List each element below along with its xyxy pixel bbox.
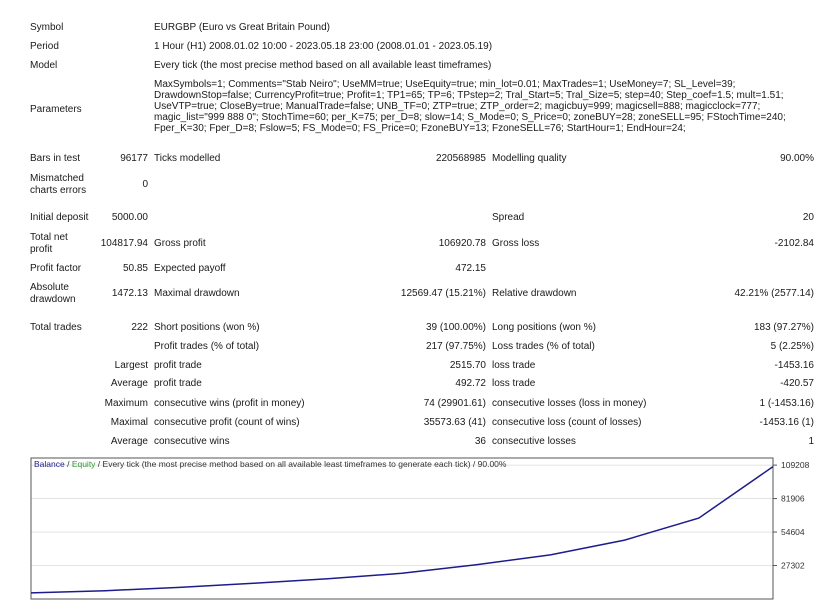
loss-trades-label: Loss trades (% of total): [492, 341, 595, 352]
largest-prefix: Largest: [114, 360, 148, 371]
max-consecutive-wins-value: 74 (29901.61): [423, 398, 486, 409]
absolute-drawdown-label-1: Absolute: [30, 282, 69, 293]
period-value: 1 Hour (H1) 2008.01.02 10:00 - 2023.05.18 23:00 (2008.01.01 - 2023.05.19): [154, 41, 493, 52]
average-loss-value: -420.57: [780, 378, 814, 389]
maximal-drawdown-label: Maximal drawdown: [154, 288, 240, 299]
average-consecutive-prefix: Average: [110, 436, 148, 447]
y-tick-label: 81906: [781, 493, 805, 504]
relative-drawdown-value: 42.21% (2577.14): [734, 288, 814, 299]
bars-label: Bars in test: [30, 153, 81, 164]
mismatch-label-2: charts errors: [30, 185, 87, 196]
model-label: Model: [30, 60, 58, 71]
deposit-label: Initial deposit: [30, 212, 89, 223]
spread-label: Spread: [492, 212, 525, 223]
model-value: Every tick (the most precise method based on all available least timeframes): [154, 60, 492, 71]
legend-equity: Equity: [71, 459, 96, 469]
max-consecutive-wins-label: consecutive wins (profit in money): [154, 398, 305, 409]
net-profit-value: 104817.94: [100, 238, 148, 249]
bars-value: 96177: [120, 153, 148, 164]
largest-loss-value: -1453.16: [774, 360, 814, 371]
expected-payoff-label: Expected payoff: [154, 263, 226, 274]
short-positions-label: Short positions (won %): [154, 322, 260, 333]
largest-profit-label: profit trade: [154, 360, 202, 371]
period-label: Period: [30, 41, 59, 52]
deposit-value: 5000.00: [111, 212, 148, 223]
expected-payoff-value: 472.15: [455, 263, 486, 274]
gross-loss-value: -2102.84: [774, 238, 814, 249]
gross-profit-value: 106920.78: [438, 238, 486, 249]
symbol-value: EURGBP (Euro vs Great Britain Pound): [154, 22, 330, 33]
absolute-drawdown-value: 1472.13: [111, 288, 148, 299]
quality-label: Modelling quality: [492, 153, 567, 164]
symbol-label: Symbol: [30, 22, 64, 33]
maximal-consecutive-profit-label: consecutive profit (count of wins): [154, 417, 300, 428]
y-tick-label: 27302: [781, 560, 805, 571]
profit-trades-label: Profit trades (% of total): [154, 341, 260, 352]
mismatch-label-1: Mismatched: [30, 173, 84, 184]
average-consecutive-losses-label: consecutive losses: [492, 436, 576, 447]
net-profit-label-1: Total net: [30, 232, 68, 243]
average-consecutive-wins-label: consecutive wins: [154, 436, 230, 447]
spread-value: 20: [802, 212, 814, 223]
max-consecutive-losses-label: consecutive losses (loss in money): [492, 398, 647, 409]
average-consecutive-wins-value: 36: [474, 436, 486, 447]
net-profit-label-2: profit: [30, 244, 53, 255]
short-positions-value: 39 (100.00%): [425, 322, 486, 333]
maximum-prefix: Maximum: [104, 398, 148, 409]
ticks-label: Ticks modelled: [154, 153, 221, 164]
profit-factor-label: Profit factor: [30, 263, 82, 274]
profit-factor-value: 50.85: [122, 263, 148, 274]
max-consecutive-losses-value: 1 (-1453.16): [759, 398, 814, 409]
balance-chart: [30, 457, 836, 600]
parameters-label: Parameters: [30, 104, 82, 115]
y-tick-label: 54604: [781, 527, 805, 538]
loss-trades-value: 5 (2.25%): [770, 341, 814, 352]
quality-value: 90.00%: [780, 153, 814, 164]
total-trades-label: Total trades: [30, 322, 82, 333]
legend-description: / Every tick (the most precise method based on all available least timeframes to generate each tick) / 90.00%: [95, 459, 507, 469]
chart-legend: [34, 459, 507, 469]
average-profit-value: 492.72: [455, 378, 486, 389]
maximal-consecutive-loss-label: consecutive loss (count of losses): [492, 417, 642, 428]
relative-drawdown-label: Relative drawdown: [492, 288, 577, 299]
gross-profit-label: Gross profit: [154, 238, 206, 249]
maximal-prefix: Maximal: [110, 417, 148, 428]
maximal-consecutive-profit-value: 35573.63 (41): [423, 417, 486, 428]
y-tick-label: 109208: [781, 460, 810, 471]
average-profit-label: profit trade: [154, 378, 202, 389]
ticks-value: 220568985: [435, 153, 486, 164]
average-prefix: Average: [110, 378, 148, 389]
gross-loss-label: Gross loss: [492, 238, 540, 249]
mismatch-value: 0: [142, 179, 148, 190]
long-positions-value: 183 (97.27%): [753, 322, 814, 333]
profit-trades-value: 217 (97.75%): [425, 341, 486, 352]
total-trades-value: 222: [131, 322, 148, 333]
average-consecutive-losses-value: 1: [808, 436, 814, 447]
maximal-consecutive-loss-value: -1453.16 (1): [759, 417, 814, 428]
maximal-drawdown-value: 12569.47 (15.21%): [400, 288, 486, 299]
chart-background: [30, 457, 836, 600]
legend-balance: Balance: [34, 459, 65, 469]
largest-profit-value: 2515.70: [449, 360, 486, 371]
average-loss-label: loss trade: [492, 378, 536, 389]
parameters-value: MaxSymbols=1; Comments="Stab Neiro"; UseMM=true; UseEquity=true; min_lot=0.01; MaxTrades=1; UseMoney=7; SL_Level=39; DrawdownStop=false; CurrencyProfit=true; Profit=1; TP1=65; TP=6; TPstep=2; Tral_Start=5; Tral_Size=5; step=40; Step_coef=1.5; mult=1.51; UseVTP=true; CloseBy=true; ManualTrade=false; UNB_TF=0; ZTP=true; ZTP_order=2; magicbuy=999; magicsell=888; magicclock=777; magic_list="999 888 0"; StochTime=60; per_K=75; per_D=8; slow=14; S_Mode=0; S_Price=0; zoneBUY=28; zoneSELL=95; FStochTime=240; Fper_K=30; Fper_D=8; Fslow=5; FS_Mode=0; FS_Price=0; FzoneBUY=13; FzoneSELL=76; StartHour=1; EndHour=24;: [154, 79, 786, 134]
legend-sep: /: [64, 459, 72, 469]
long-positions-label: Long positions (won %): [492, 322, 596, 333]
absolute-drawdown-label-2: drawdown: [30, 294, 76, 305]
largest-loss-label: loss trade: [492, 360, 536, 371]
